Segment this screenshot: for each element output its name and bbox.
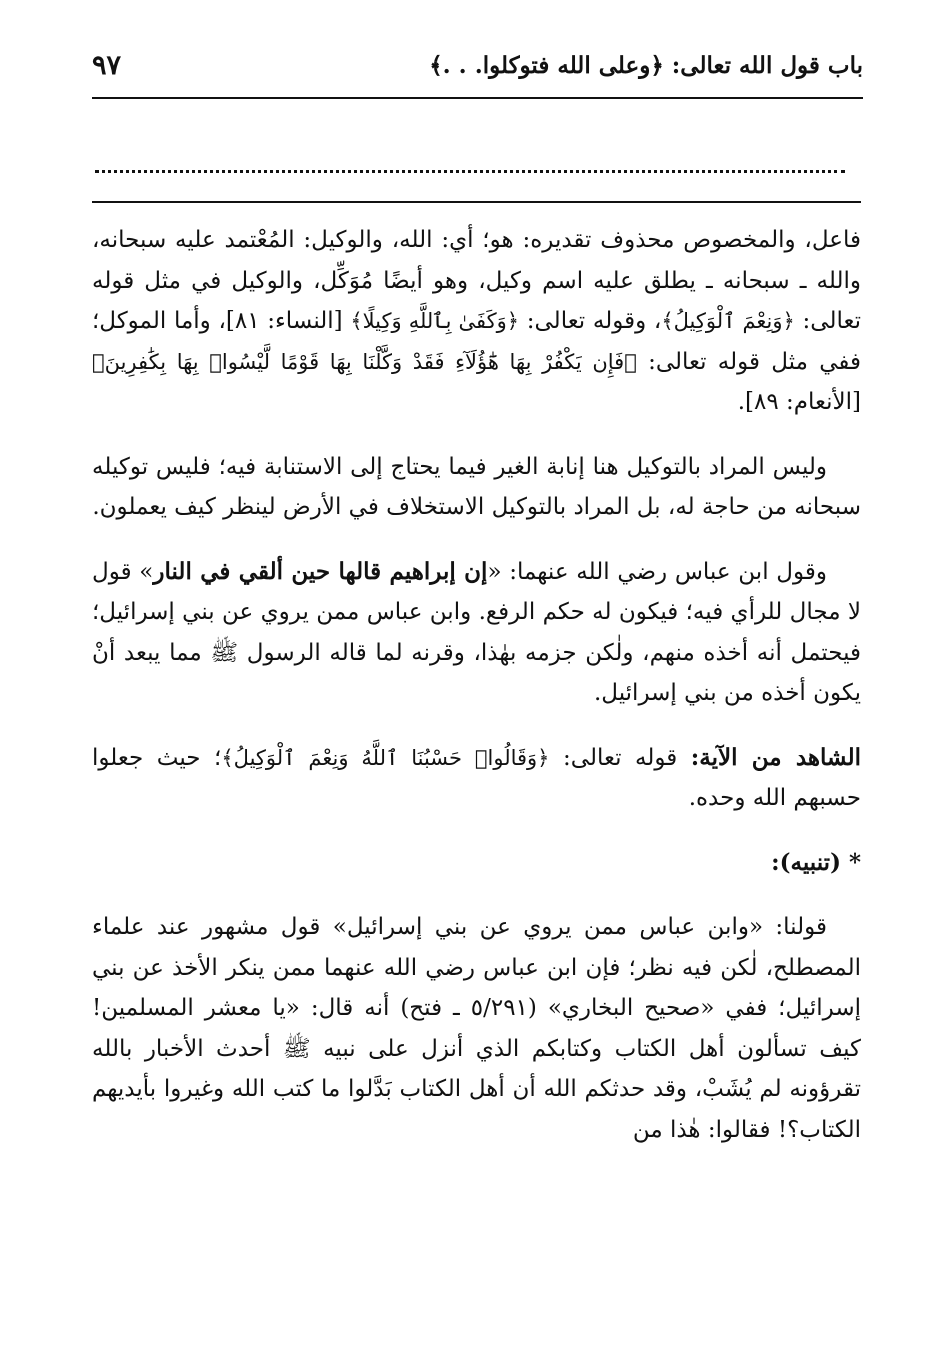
text-span: قولنا: «وابن عباس ممن يروي عن بني إسرائيل» قول مشهور عند علماء المصطلح، لٰكن فيه نظر؛ فإن ابن عباس رضي الله عنهما ممن ينكر الأخذ عن بني إسرائيل؛ ففي «صحيح البخاري» (٥/٢٩١ ـ فتح) أنه قال: «يا معشر المسلمين! كيف تسألون أهل الكتاب وكتابكم الذي أنزل على نبيه ﷺ أحدث الأخبار بالله تقرؤونه لم يُشَبْ، وقد حدثكم الله أن أهل الكتاب بَدَّلوا ما كتب الله وغيروا بأيديهم الكتاب؟! فقالوا: هٰذا من [92,914,861,1143]
note-heading-text: * (تنبيه): [771,848,861,876]
text-span: وقول ابن عباس رضي الله عنهما: « [487,558,827,585]
dotted-line [95,140,845,173]
separator-rule [92,201,861,203]
header-rule [92,97,863,99]
witness-label: الشاهد من الآية: [690,743,861,771]
page-number: ٩٧ [92,49,122,81]
quran-quote: ﴿فَإِن يَكْفُرْ بِهَا هَٰٓؤُلَآءِ فَقَدْ وَكَّلْنَا بِهَا قَوْمًا لَّيْسُوا۟ بِهَا بِكَٰفِرِينَ﴾ [92,349,637,374]
page-header [92,40,863,90]
paragraph-ibn-abbas [92,552,861,714]
text-span: وليس المراد بالتوكيل هنا إنابة الغير فيما يحتاج إلى الاستنابة فيه؛ فليس توكيله سبحانه من حاجة له، بل المراد بالتوكيل الاستخلاف في الأرض لينظر كيف يعملون. [92,453,861,520]
bold-quote: إن إبراهيم قالها حين ألقي في النار [153,557,488,585]
quran-quote: ﴿وَكَفَىٰ بِٱللَّهِ وَكِيلًا﴾ [350,309,520,333]
text-span: ، وقوله تعالى: [519,308,662,334]
text-span: [الأنعام: ٨٩]. [737,389,861,415]
paragraph-witness [92,738,861,819]
quran-quote: ﴿وَقَالُوا۟ حَسْبُنَا ٱللَّهُ وَنِعْمَ ٱلْوَكِيلُ﴾ [221,745,550,770]
text-span: قوله تعالى: [549,744,691,771]
text-span: ؛ حيث جعلوا حسبهم الله وحده. [92,744,861,811]
text-span: » قول لا مجال للرأي فيه؛ فيكون له حكم الرفع. وابن عباس ممن يروي عن بني إسرائيل؛ فيحتمل أنه أخذه منهم، ولٰكن جزمه بهٰذا، وقرنه لما قاله الرسول ﷺ مما يبعد أنْ يكون أخذه من بني إسرائيل. [92,558,861,706]
running-title: باب قول الله تعالى: ﴿وعلى الله فتوكلوا. . .﴾ [429,51,863,79]
paragraph-note-body [92,907,861,1150]
page-body [92,220,861,1174]
text-span: فاعل، والمخصوص محذوف تقديره: هو؛ أي: الله، والوكيل: المُعْتمد عليه سبحانه، والله ـ سبحانه ـ يطلق عليه اسم وكيل، وهو أيضًا مُوَكِّل، والوكيل في مثل قوله تعالى: [92,227,861,334]
paragraph-naim-explanation [92,220,861,423]
quran-quote: ﴿وَنِعْمَ ٱلْوَكِيلُ﴾ [661,309,795,333]
paragraph-tawkil-meaning [92,447,861,528]
text-span: [النساء: ٨١]، وأما الموكل؛ ففي مثل قوله تعالى: [92,308,861,375]
note-heading [92,843,861,884]
